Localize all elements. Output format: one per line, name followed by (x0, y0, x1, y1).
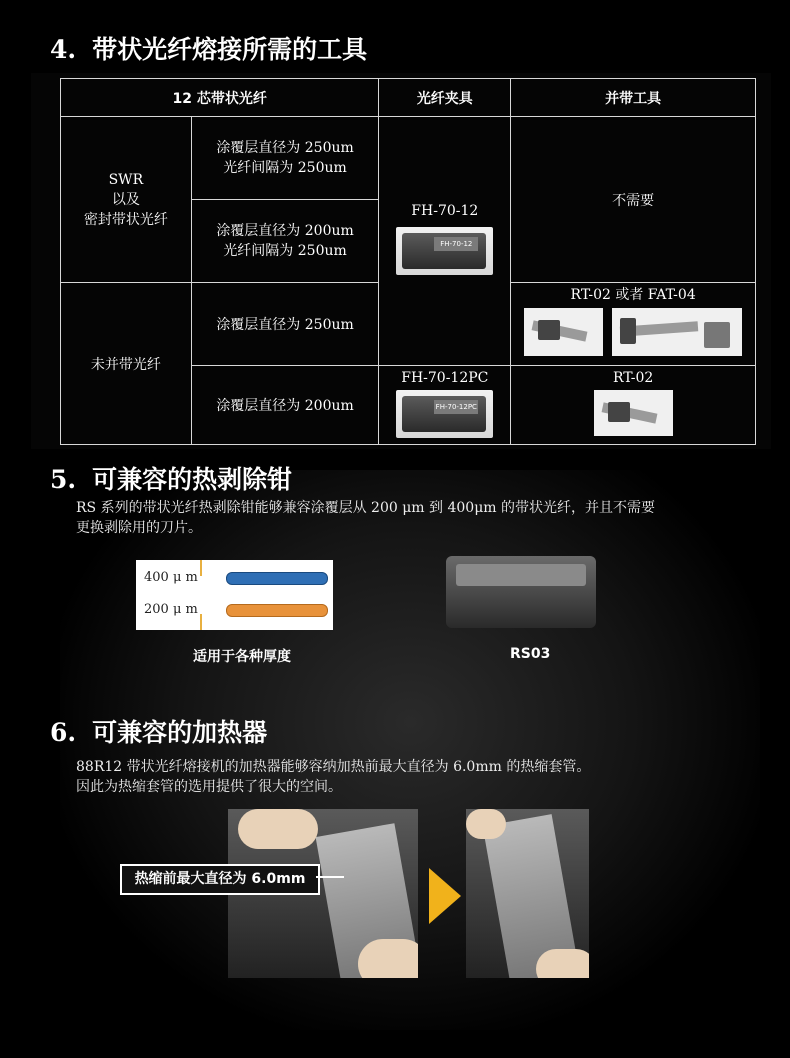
thickness-arrow (200, 614, 202, 630)
fat04-tool-image (612, 308, 742, 356)
caption-rs03: RS03 (510, 646, 551, 662)
spec-cell (191, 283, 379, 366)
hand (358, 939, 418, 978)
label-200um: 200 μ m (144, 602, 198, 617)
caption-thickness: 适用于各种厚度 (193, 649, 291, 665)
section4-title: 带状光纤熔接所需的工具 (92, 35, 368, 64)
section5-heading (50, 460, 292, 496)
header-ribbon-fiber: 12 芯带状光纤 (61, 79, 379, 117)
tool-row4-cell (511, 366, 756, 445)
hand (536, 949, 589, 978)
spec-line: 涂覆层直径为 250um (216, 140, 354, 156)
spec-line: 光纤间隔为 250um (223, 243, 347, 259)
section6-desc-line2: 因此为热缩套管的选用提供了很大的空间。 (76, 779, 342, 795)
spec-line: 涂覆层直径为 250um (216, 317, 354, 333)
fiber-holder-pc-image (396, 390, 493, 438)
tool-block (620, 318, 636, 344)
hand (238, 809, 318, 849)
holder-plate-text: FH-70-12 (434, 237, 478, 251)
rt02-tool-image (524, 308, 603, 356)
fiber-holder-image (396, 227, 493, 275)
group-label-line: 未并带光纤 (90, 356, 161, 373)
tools-table (60, 78, 756, 445)
arrow-right-icon (429, 868, 461, 924)
thickness-arrow (200, 560, 202, 576)
spec-line: 涂覆层直径为 200um (216, 223, 354, 239)
label-400um: 400 μ m (144, 570, 198, 585)
spec-line: 涂覆层直径为 200um (216, 398, 354, 414)
section5-desc-line1: RS 系列的带状光纤热剥除钳能够兼容涂覆层从 200 μm 到 400μm 的带状光纤，并且不需要 (76, 500, 656, 516)
header-fiber-holder: 光纤夹具 (379, 79, 511, 117)
tool-row4-label: RT-02 (612, 370, 654, 386)
group-label-line: 密封带状光纤 (83, 211, 168, 228)
heater-photo-after (466, 809, 589, 978)
callout-line (316, 876, 344, 878)
clip1-label: FH-70-12 (411, 203, 479, 219)
header-bundling-tool: 并带工具 (511, 79, 756, 117)
spec-cell (191, 117, 379, 200)
rt02-tool-image (594, 390, 673, 436)
coating-thickness-image (136, 560, 333, 630)
section4-heading (50, 30, 367, 66)
tool-block (538, 320, 560, 340)
group-swr-label (61, 117, 192, 283)
tool-none-cell (511, 117, 756, 283)
tool-none-text: 不需要 (612, 192, 655, 209)
section6-number: 6. (50, 718, 77, 747)
group-label-line: SWR (108, 171, 144, 188)
table-row (61, 117, 756, 200)
section6-heading (50, 713, 267, 749)
group-label-line: 以及 (111, 191, 140, 208)
clip1-cell (379, 117, 511, 366)
table-header-row (61, 79, 756, 117)
tool-block (704, 322, 730, 348)
section5-number: 5. (50, 465, 77, 494)
section6-title: 可兼容的加热器 (92, 718, 268, 747)
hand (466, 809, 506, 839)
spec-cell (191, 200, 379, 283)
holder-plate-text: FH-70-12PC (434, 400, 478, 414)
spec-line: 光纤间隔为 250um (223, 160, 347, 176)
ribbon-200um (226, 604, 328, 617)
group-unbundled-label (61, 283, 192, 445)
ribbon-400um (226, 572, 328, 585)
section4-number: 4. (50, 35, 77, 64)
clip2-cell (379, 366, 511, 445)
rs03-stripper-image (446, 556, 596, 628)
tool-block (608, 402, 630, 422)
spec-cell (191, 366, 379, 445)
clip2-label: FH-70-12PC (401, 370, 489, 386)
section5-title: 可兼容的热剥除钳 (92, 465, 293, 494)
tool-row3-label: RT-02 或者 FAT-04 (570, 287, 696, 303)
stripper-lid (456, 564, 586, 586)
section5-desc-line2: 更换剥除用的刀片。 (76, 520, 202, 536)
max-diameter-callout: 热缩前最大直径为 6.0mm (120, 864, 320, 895)
section6-desc-line1: 88R12 带状光纤熔接机的加热器能够容纳加热前最大直径为 6.0mm 的热缩套管。 (76, 759, 591, 775)
tool-row3-cell (511, 283, 756, 366)
